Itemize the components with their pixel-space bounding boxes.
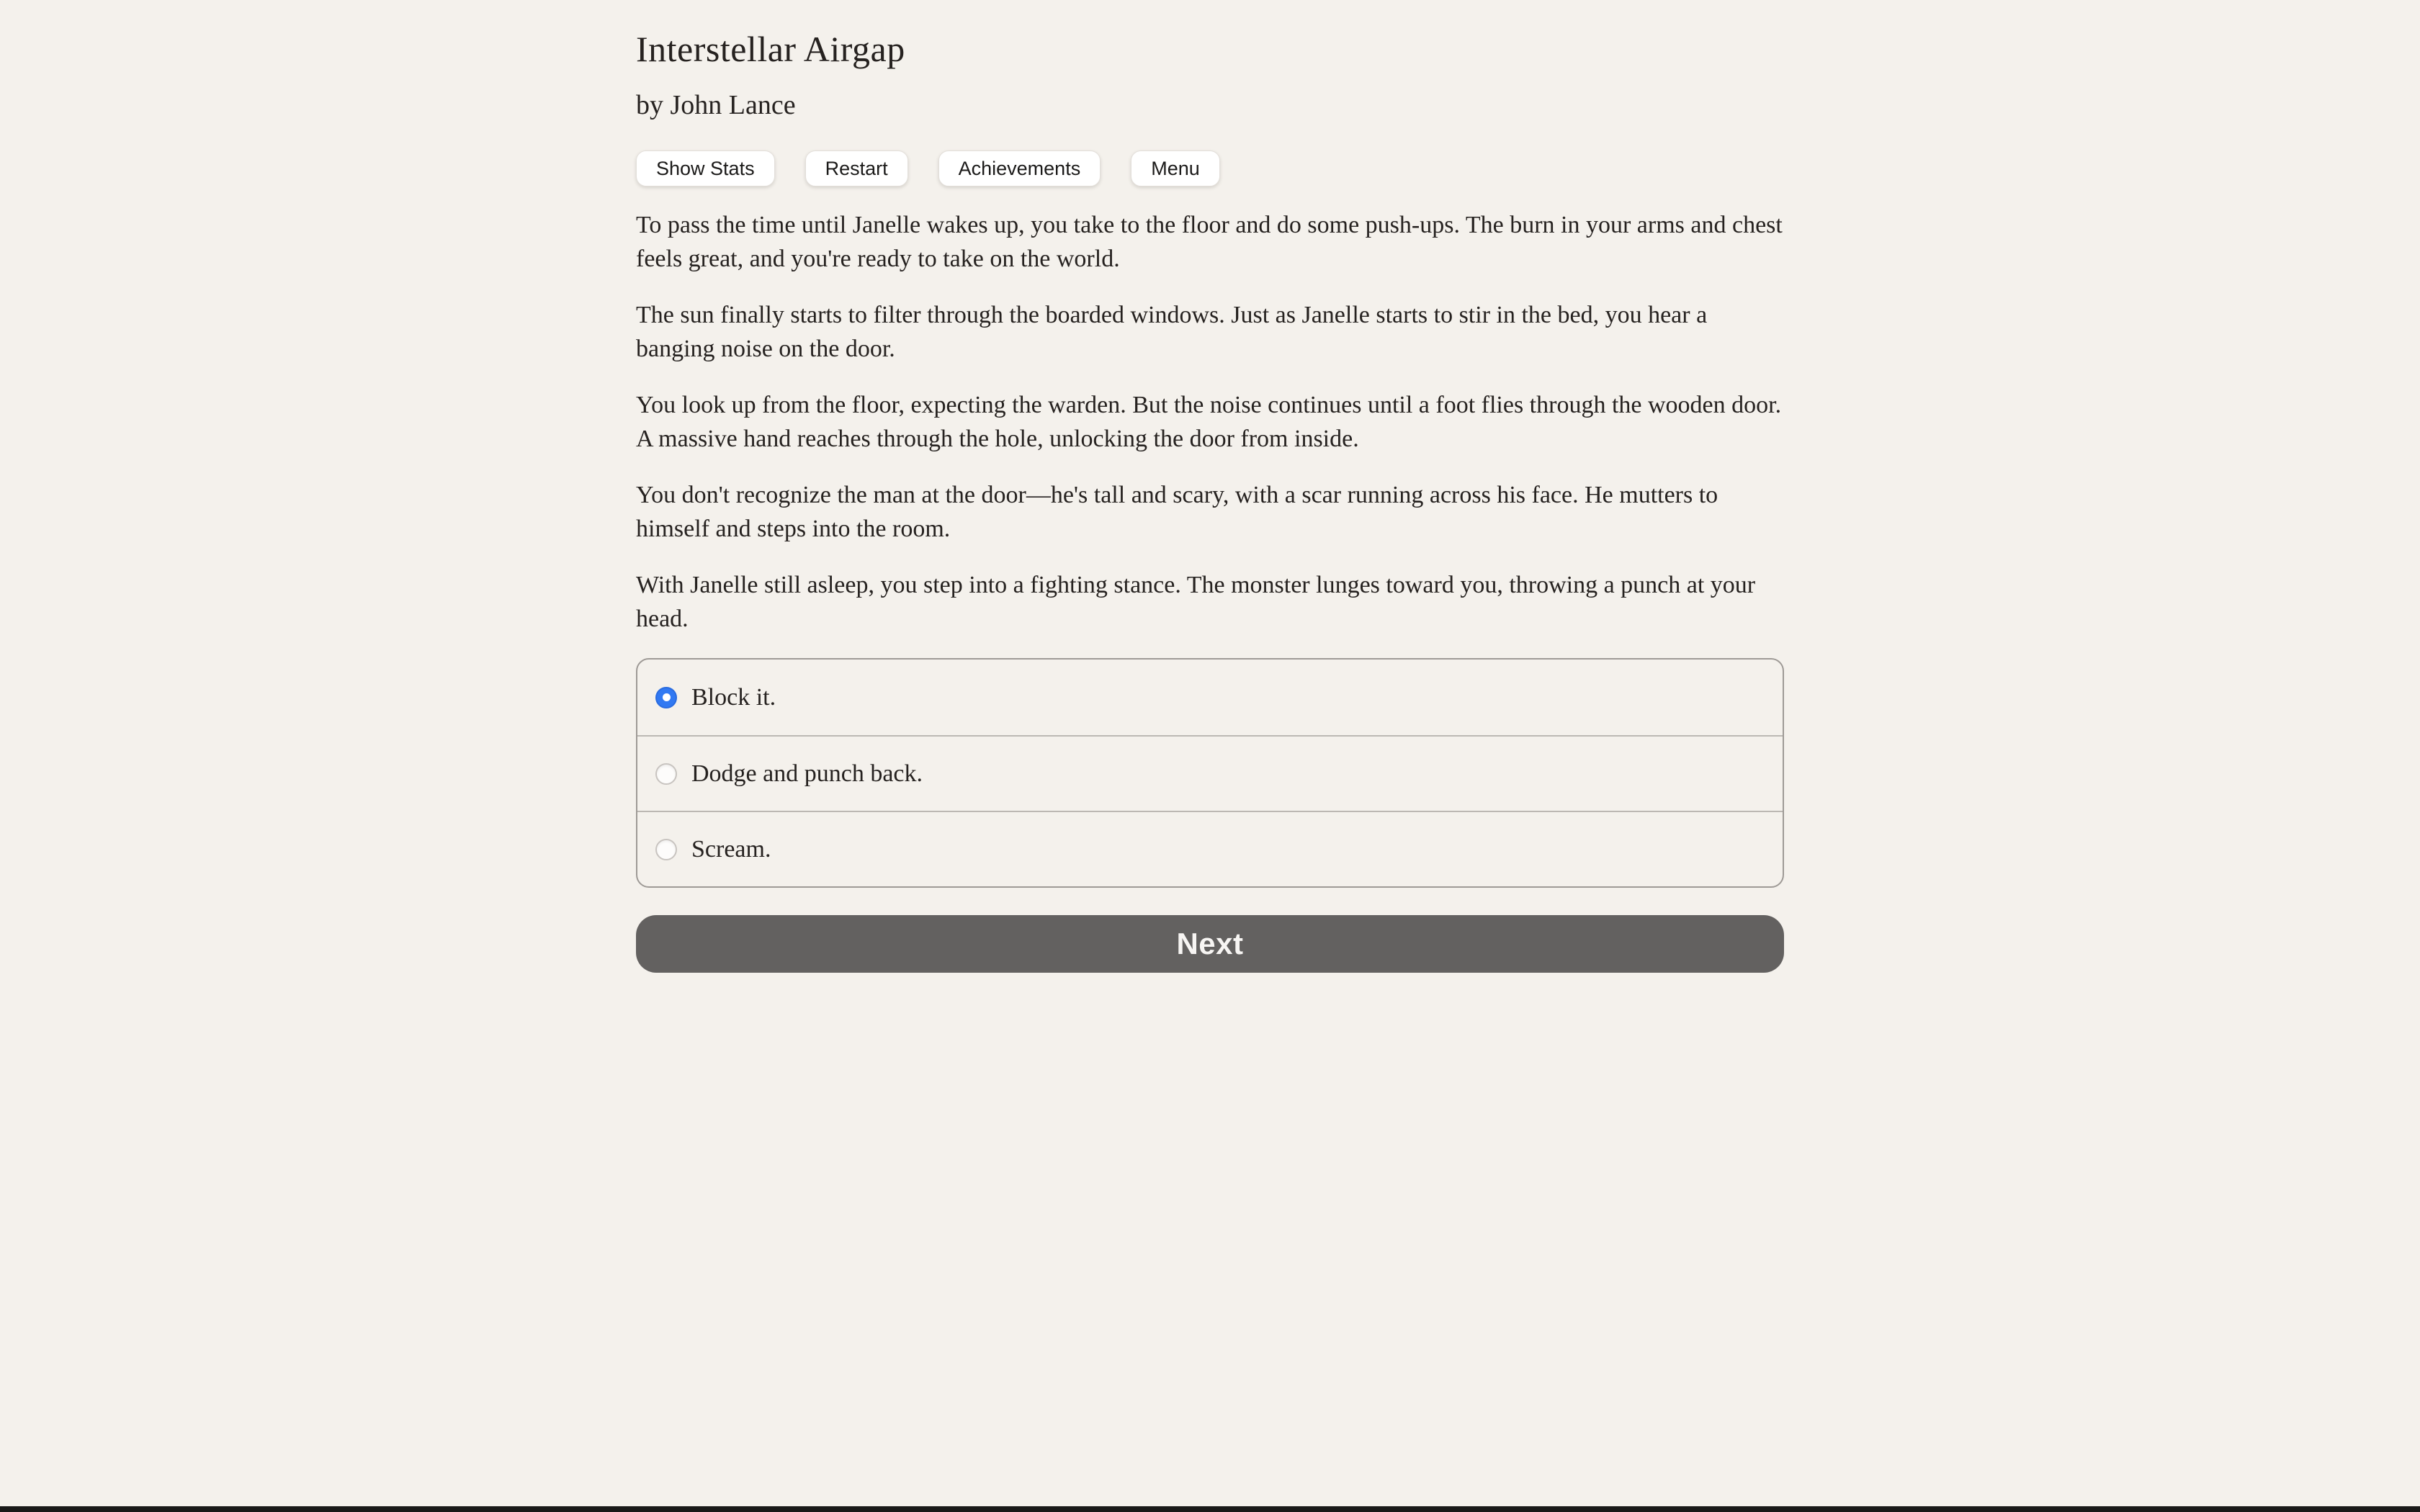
restart-button[interactable]: Restart — [805, 150, 908, 186]
author-byline: by John Lance — [636, 90, 796, 120]
show-stats-button[interactable]: Show Stats — [636, 150, 775, 186]
game-page — [636, 0, 1784, 973]
toolbar — [636, 150, 1784, 186]
radio-button-icon[interactable] — [655, 687, 677, 708]
story-paragraph: You look up from the floor, expecting the warden. But the noise continues until a foot flies through the wooden door. A massive hand reaches through the hole, unlocking the door from inside. — [636, 392, 1782, 452]
story-paragraph: To pass the time until Janelle wakes up, you take to the floor and do some push-ups. The burn in your arms and chest feels great, and you're ready to take on the world. — [636, 212, 1783, 272]
radio-button-icon[interactable] — [655, 763, 677, 785]
bottom-edge-bar — [0, 1506, 2420, 1512]
choice-option-dodge-and-punch-back[interactable] — [637, 735, 1783, 811]
choice-option-scream[interactable] — [637, 811, 1783, 886]
story-paragraph: With Janelle still asleep, you step into a fighting stance. The monster lunges toward you, throwing a punch at your head. — [636, 572, 1756, 632]
story-text — [636, 208, 1784, 636]
choice-label: Scream. — [691, 835, 771, 863]
page-title: Interstellar Airgap — [636, 29, 905, 69]
choice-option-block-it[interactable] — [637, 660, 1783, 735]
story-paragraph: You don't recognize the man at the door—he's tall and scary, with a scar running across his face. He mutters to himself and steps into the room. — [636, 482, 1718, 542]
next-button[interactable]: Next — [636, 915, 1784, 973]
choice-list — [636, 658, 1784, 888]
story-paragraph: The sun finally starts to filter through the boarded windows. Just as Janelle starts to stir in the bed, you hear a banging noise on the door. — [636, 302, 1708, 362]
radio-button-icon[interactable] — [655, 839, 677, 860]
achievements-button[interactable]: Achievements — [938, 150, 1101, 186]
choice-label: Dodge and punch back. — [691, 760, 923, 787]
choice-label: Block it. — [691, 683, 776, 711]
menu-button[interactable]: Menu — [1131, 150, 1220, 186]
